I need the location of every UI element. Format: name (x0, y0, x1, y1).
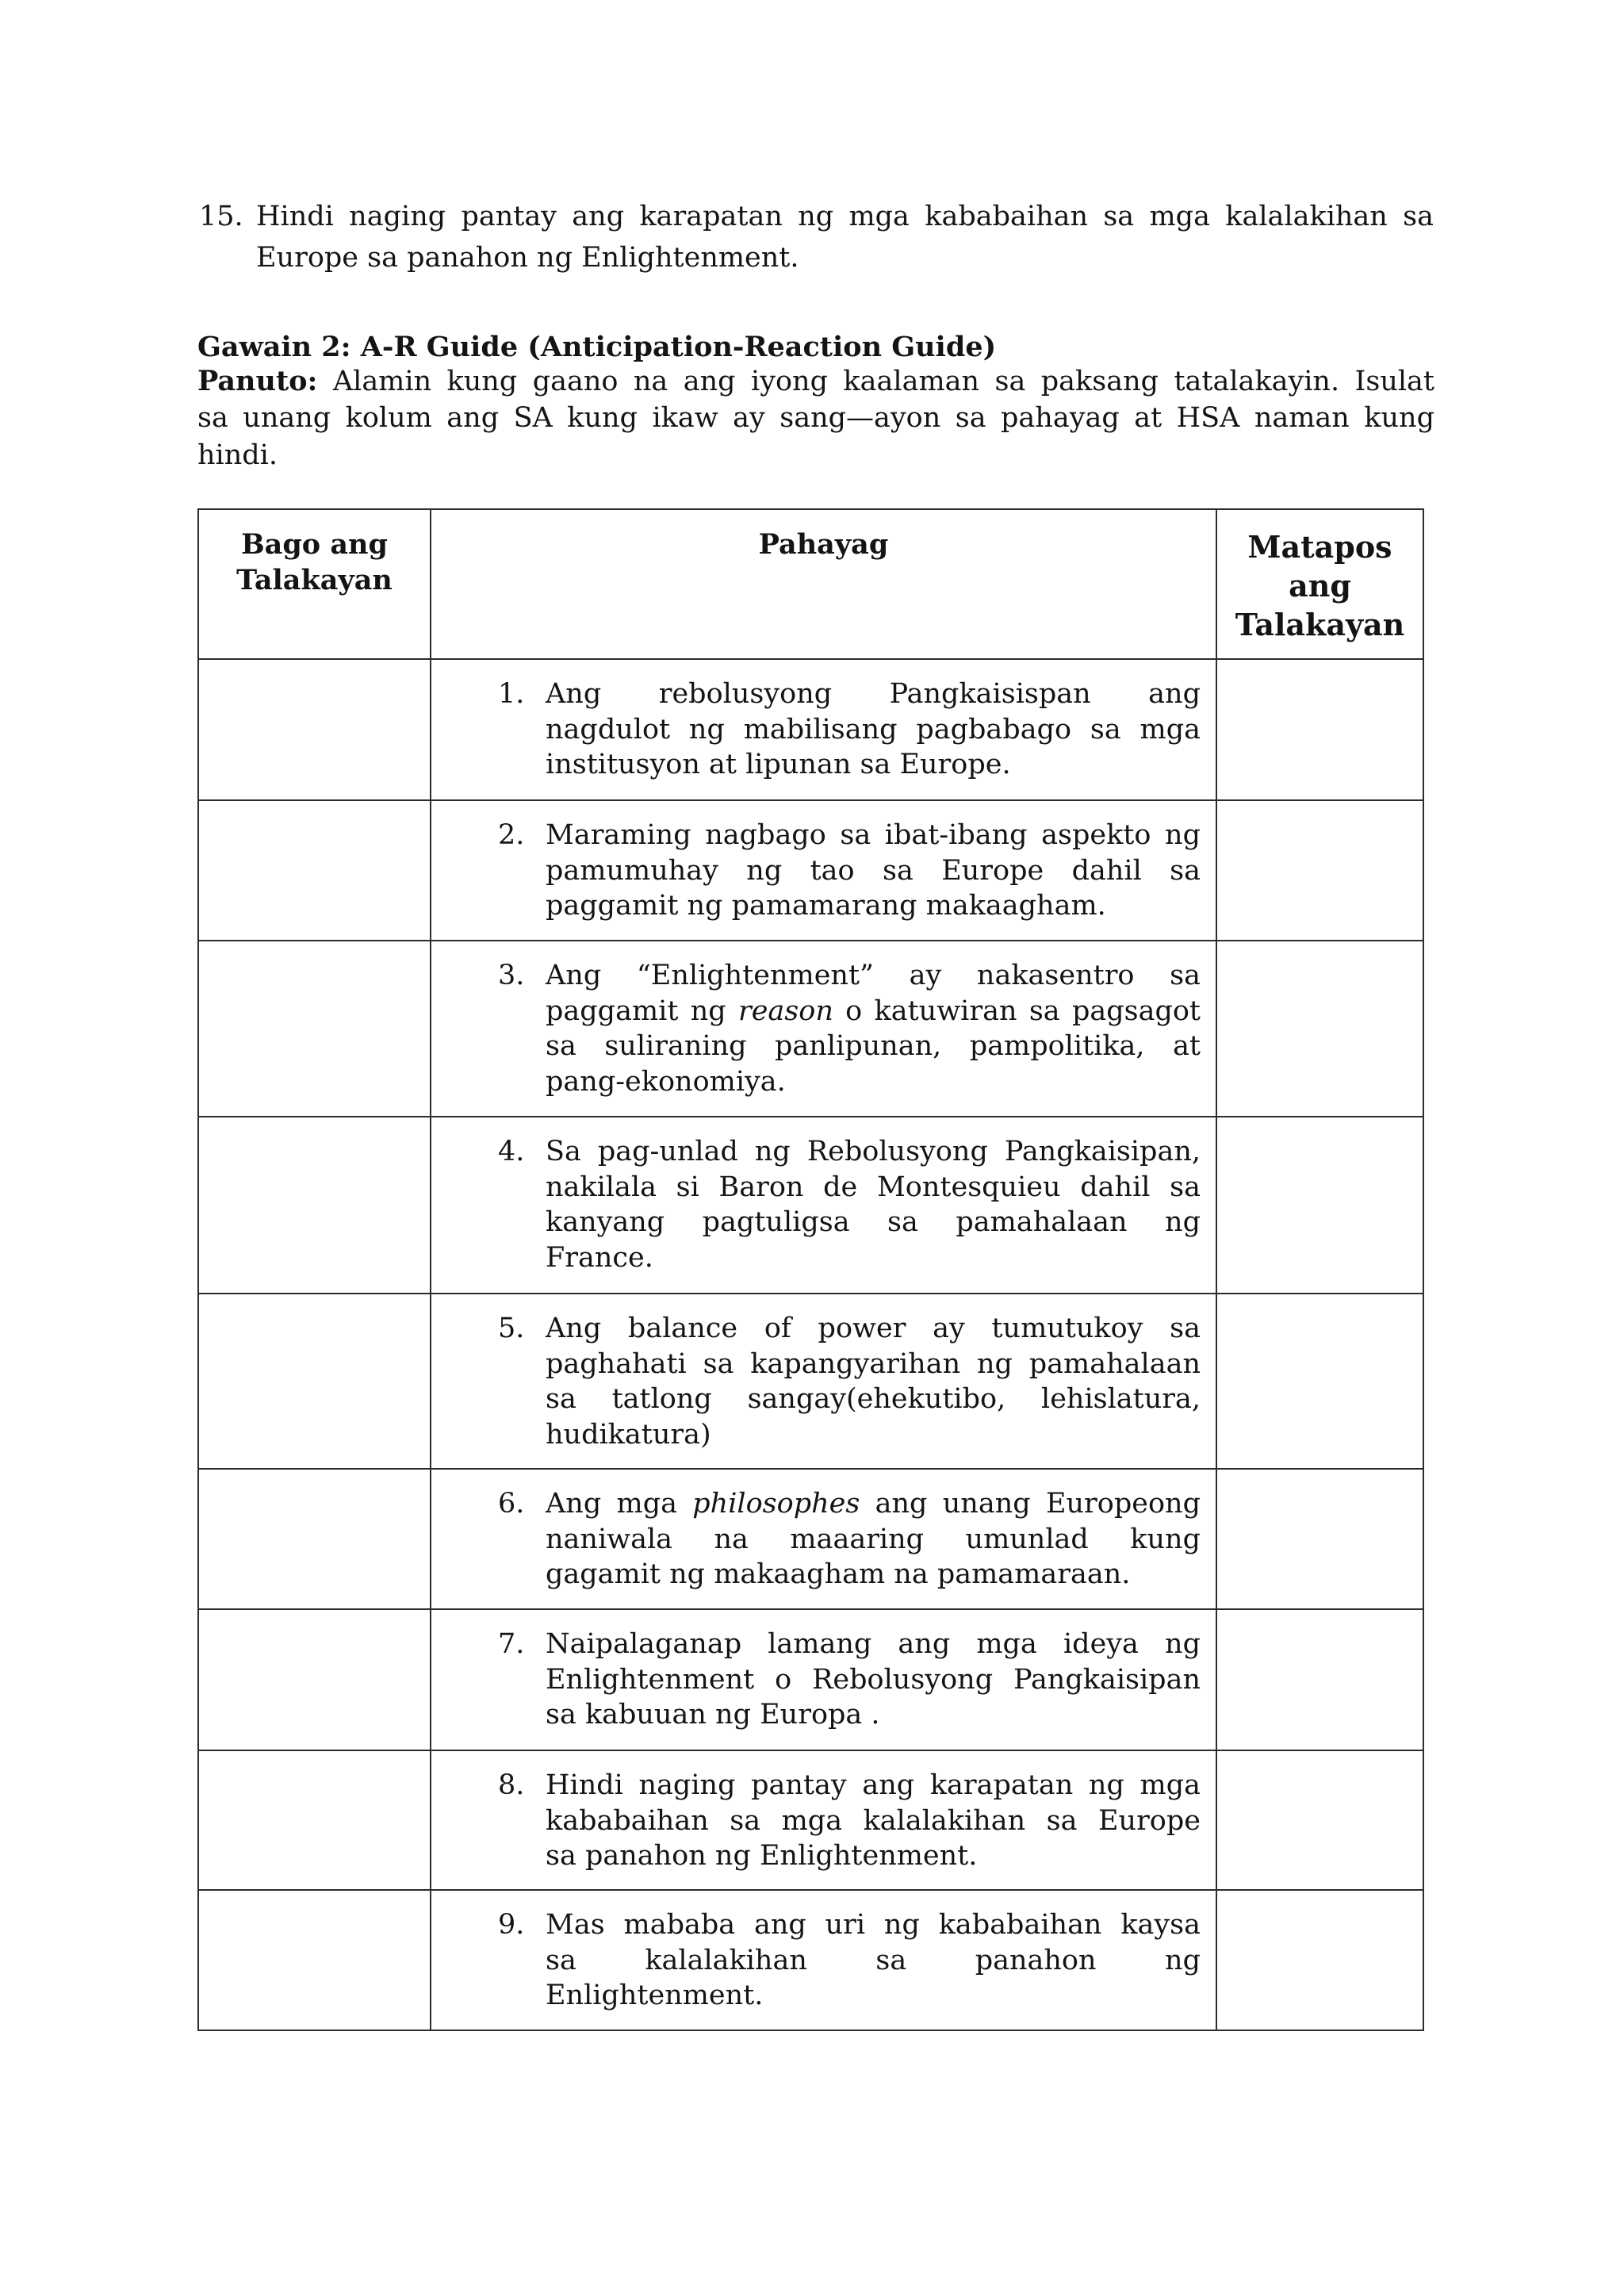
header-before-label: Bago ang Talakayan (236, 528, 393, 596)
statement-line: sa tatlong sangay(ehekutibo, lehislatura, (546, 1383, 1201, 1416)
statement-text: Ang mga (546, 1488, 677, 1520)
instruction-text: Alamin kung gaano na ang iyong kaalaman sa paksang tatalakayin. Isulat (332, 366, 1434, 397)
statement-row (198, 1294, 1423, 1469)
statement-number: 8. (498, 1769, 525, 1801)
statement-cell (431, 1469, 1216, 1609)
statement-line: pamumuhay ng tao sa Europe dahil sa (546, 854, 1201, 887)
before-discussion-cell (198, 800, 431, 941)
before-discussion-cell (198, 1890, 431, 2030)
statement-line: nakilala si Baron de Montesquieu dahil sa (546, 1171, 1201, 1203)
statement-line: Mas mababa ang uri ng kababaihan kaysa (546, 1909, 1201, 1941)
activity-title: Gawain 2: A-R Guide (Anticipation-Reaction Guide) (197, 331, 997, 363)
before-discussion-cell (198, 1609, 431, 1750)
statement-row (198, 1890, 1423, 2030)
statement-line (546, 994, 1201, 1029)
statement-line: kanyang pagtuligsa sa pamahalaan ng (546, 1206, 1201, 1239)
after-discussion-cell (1216, 659, 1423, 800)
statement-line (546, 1486, 1201, 1522)
statement-line: Enlightenment o Rebolusyong Pangkaisipan (546, 1663, 1201, 1696)
before-discussion-cell (198, 1469, 431, 1609)
table-header-row (198, 509, 1423, 659)
statement-line: naniwala na maaaring umunlad kung (546, 1523, 1201, 1555)
after-discussion-cell (1216, 1469, 1423, 1609)
statement-line: Enlightenment. (546, 1980, 764, 2012)
statement-line: gagamit ng makaagham na pamamaraan. (546, 1558, 1131, 1591)
statement-number: 5. (498, 1313, 525, 1344)
after-discussion-cell (1216, 1609, 1423, 1750)
header-after-discussion (1216, 509, 1423, 659)
statement-line: Maraming nagbago sa ibat-ibang aspekto ng (546, 819, 1201, 851)
statement-line: sa kalalakihan sa panahon ng (546, 1944, 1201, 1976)
statement-text: ang unang Europeong (875, 1488, 1201, 1520)
after-discussion-cell (1216, 800, 1423, 941)
statement-cell (431, 1117, 1216, 1294)
statement-row (198, 1609, 1423, 1750)
before-discussion-cell (198, 1750, 431, 1890)
instruction-line (197, 363, 1434, 400)
header-after-label: Matapos ang Talakayan (1235, 529, 1405, 642)
statement-line: sa panahon ng Enlightenment. (546, 1840, 978, 1872)
after-discussion-cell (1216, 1294, 1423, 1469)
statement-row (198, 941, 1423, 1117)
statement-line: Naipalaganap lamang ang mga ideya ng (546, 1628, 1201, 1660)
statement-line: Sa pag-unlad ng Rebolusyong Pangkaisipan, (546, 1136, 1201, 1167)
statement-text: paggamit ng (546, 995, 726, 1027)
before-discussion-cell (198, 1117, 431, 1294)
statement-line: paghahati sa kapangyarihan ng pamahalaan (546, 1347, 1201, 1380)
after-discussion-cell (1216, 1750, 1423, 1890)
statement-line: Ang balance of power ay tumutukoy sa (546, 1313, 1201, 1344)
after-discussion-cell (1216, 1117, 1423, 1294)
statement-line: Ang rebolusyong Pangkaisispan ang (546, 678, 1201, 710)
after-discussion-cell (1216, 941, 1423, 1117)
statement-cell (431, 659, 1216, 800)
statement-row (198, 659, 1423, 800)
after-discussion-cell (1216, 1890, 1423, 2030)
statement-number: 2. (498, 819, 525, 851)
statement-line: kababaihan sa mga kalalakihan sa Europe (546, 1804, 1201, 1837)
statement-line: sa kabuuan ng Europa . (546, 1699, 880, 1731)
header-statement (431, 509, 1216, 659)
statement-row (198, 1469, 1423, 1609)
before-discussion-cell (198, 659, 431, 800)
item-number: 15. (199, 201, 243, 232)
statement-number: 9. (498, 1909, 525, 1941)
statement-row (198, 800, 1423, 941)
emphasized-term: reason (737, 995, 833, 1027)
statement-line: France. (546, 1241, 653, 1274)
before-discussion-cell (198, 941, 431, 1117)
statement-cell (431, 1890, 1216, 2030)
item-line: Hindi naging pantay ang karapatan ng mga kababaihan sa mga kalalakihan sa (256, 201, 1434, 232)
statement-line: Hindi naging pantay ang karapatan ng mga (546, 1769, 1201, 1801)
statement-row (198, 1750, 1423, 1890)
statement-line: Ang “Enlightenment” ay nakasentro sa (546, 960, 1201, 991)
statement-cell (431, 1294, 1216, 1469)
statement-text: o katuwiran sa pagsagot (845, 995, 1201, 1027)
statement-cell (431, 800, 1216, 941)
instruction-line: hindi. (197, 439, 278, 471)
statement-number: 7. (498, 1628, 525, 1660)
before-discussion-cell (198, 1294, 431, 1469)
statement-line: hudikatura) (546, 1418, 711, 1451)
statement-cell (431, 941, 1216, 1117)
statement-line: sa suliraning panlipunan, pampolitika, at (546, 1030, 1201, 1063)
statement-number: 4. (498, 1136, 525, 1167)
statement-line: institusyon at lipunan sa Europe. (546, 749, 1011, 781)
statement-line: nagdulot ng mabilisang pagbabago sa mga (546, 713, 1201, 746)
statement-line: paggamit ng pamamarang makaagham. (546, 890, 1106, 922)
item-line: Europe sa panahon ng Enlightenment. (256, 242, 799, 274)
statement-cell (431, 1609, 1216, 1750)
list-item-15 (199, 196, 1434, 278)
instructions (197, 363, 1434, 473)
statement-row (198, 1117, 1423, 1294)
header-before-discussion (198, 509, 431, 659)
emphasized-term: philosophes (692, 1488, 860, 1520)
instruction-label: Panuto: (197, 365, 318, 397)
instruction-line: sa unang kolum ang SA kung ikaw ay sang—ayon sa pahayag at HSA naman kung (197, 402, 1434, 435)
header-statement-label: Pahayag (758, 528, 889, 561)
statement-number: 1. (498, 678, 525, 710)
statement-number: 3. (498, 960, 525, 991)
statement-cell (431, 1750, 1216, 1890)
statement-number: 6. (498, 1488, 525, 1520)
statement-line: pang-ekonomiya. (546, 1065, 786, 1098)
anticipation-reaction-table (197, 508, 1424, 2031)
